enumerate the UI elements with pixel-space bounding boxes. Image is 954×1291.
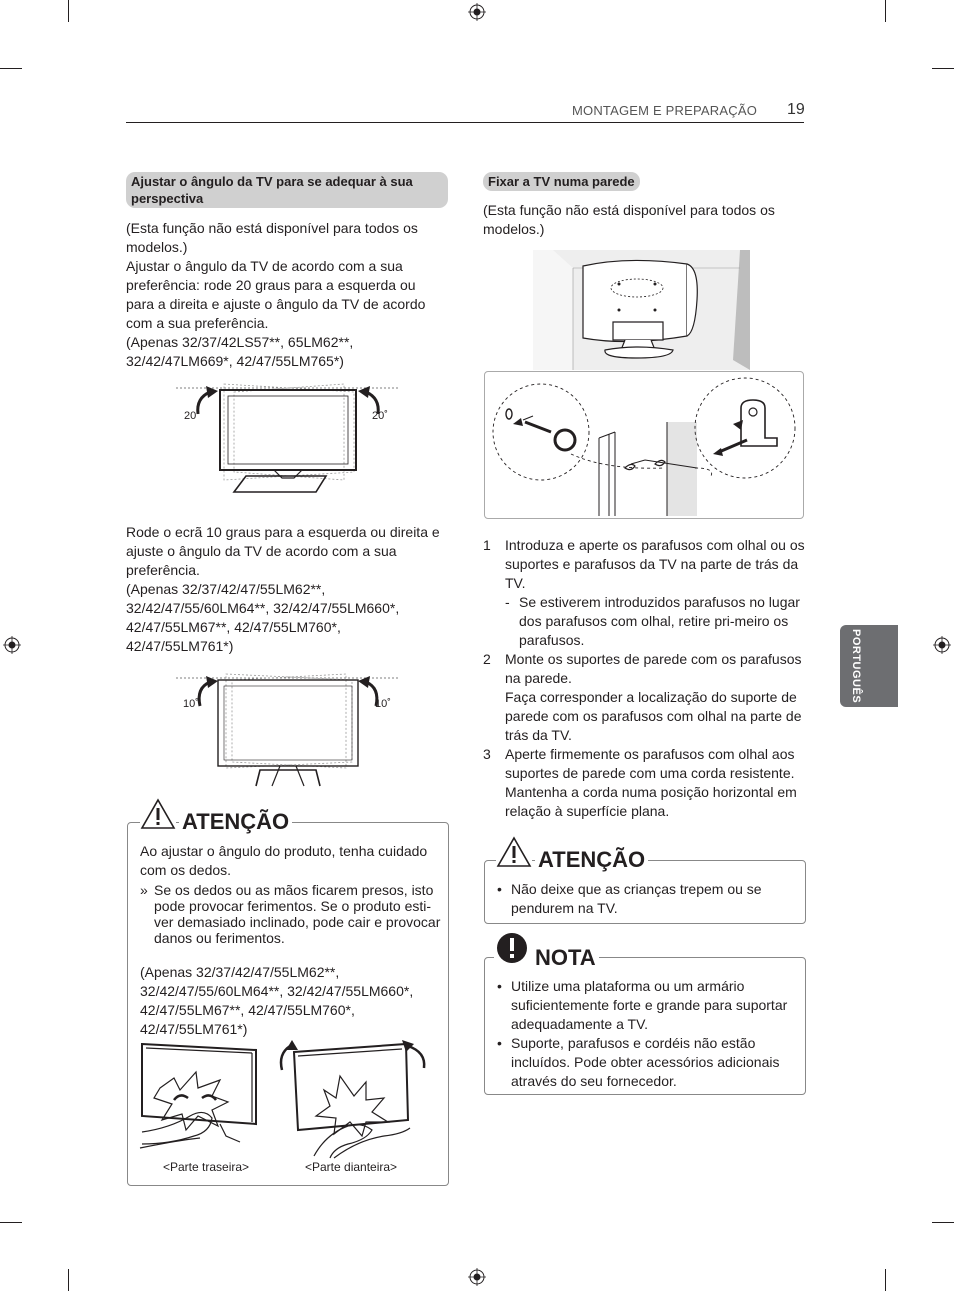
- bullet-text: Se os dedos ou as mãos ficarem presos, isto pode provocar ferimentos. Se o produto esti-ver demasiado inclinado, pode cair e provocar danos ou ferimentos.: [154, 882, 441, 946]
- note-body: [497, 977, 797, 1091]
- page-number: 19: [787, 101, 805, 118]
- caution-body: [140, 842, 446, 1039]
- caution-title: ATENÇÃO: [535, 847, 648, 873]
- section-header: MONTAGEM E PREPARAÇÃO: [572, 103, 758, 118]
- warning-triangle-icon: [496, 836, 532, 868]
- step-number: 3: [483, 746, 491, 762]
- step-text-main: Monte os suportes de parede com os parafusos na parede.: [505, 651, 802, 686]
- bullet-text: Não deixe que as crianças trepem ou se pendurem na TV.: [511, 881, 762, 916]
- rotate-10-text: [126, 523, 444, 656]
- eyebolt-bracket-illustration: [485, 372, 802, 517]
- step-text: Introduza e aperte os parafusos com olhal ou os suportes e parafusos da TV na parte de trás da TV.: [505, 537, 805, 591]
- crop-mark: [0, 1222, 22, 1223]
- registration-mark-icon: [3, 636, 21, 654]
- tv-swivel-20-illustration: [176, 376, 400, 496]
- angle-label-left: 10˚: [183, 698, 199, 710]
- bullet-marker: •: [497, 1035, 502, 1051]
- step-2: [483, 650, 805, 745]
- step-1-sub: [483, 593, 805, 650]
- caution-models: (Apenas 32/37/42/47/55LM62**, 32/42/47/55/60LM64**, 32/42/47/55LM660*, 42/47/55LM67**, 42/47/55LM760*, 42/47/55LM761*): [140, 964, 414, 1037]
- step-number: 1: [483, 537, 491, 553]
- bullet-marker: •: [497, 978, 502, 994]
- angle-label-right: 10˚: [375, 698, 391, 710]
- tv-back-wall-illustration: [533, 250, 750, 370]
- note-bullet: [497, 1034, 797, 1091]
- wall-intro-text: (Esta função não está disponível para todos os modelos.): [483, 202, 775, 237]
- caution-title: ATENÇÃO: [179, 809, 292, 835]
- registration-mark-icon: [933, 636, 951, 654]
- angle-label-left: 20˚: [184, 410, 200, 422]
- caution-text: Ao ajustar o ângulo do produto, tenha cuidado com os dedos.: [140, 843, 428, 878]
- section-title-wall: Fixar a TV numa parede: [483, 172, 640, 191]
- bullet-text: Utilize uma plataforma ou um armário suficientemente forte e grande para suportar adequadamente a TV.: [511, 978, 788, 1032]
- tv-swivel-10-illustration: [176, 664, 400, 786]
- section-title-angle: Ajustar o ângulo da TV para se adequar à sua perspectiva: [126, 172, 448, 208]
- rotate-10-line: Rode o ecrã 10 graus para a esquerda ou direita e ajuste o ângulo da TV de acordo com a sua preferência.: [126, 524, 440, 578]
- header-rule: [126, 122, 804, 123]
- crop-mark: [932, 1222, 954, 1223]
- step-text-extra: Faça corresponder a localização do suporte de parede com os parafusos com olhal na parte de trás da TV.: [505, 689, 802, 743]
- crop-mark: [68, 0, 69, 22]
- caption-rear: <Parte traseira>: [163, 1160, 250, 1174]
- angle-label-right: 20˚: [372, 410, 388, 422]
- exclamation-note-icon: [494, 932, 532, 966]
- intro-line: Ajustar o ângulo da TV de acordo com a sua preferência: rode 20 graus para a esquerda ou para a direita e ajuste o ângulo da TV de acordo com a sua preferência.: [126, 258, 426, 331]
- finger-pinch-illustration: [140, 1036, 432, 1158]
- crop-mark: [885, 0, 886, 22]
- sub-text: Se estiverem introduzidos parafusos no lugar dos parafusos com olhal, retire pri-meiro os parafusos.: [519, 594, 800, 648]
- wall-mount-steps: [483, 536, 805, 821]
- note-title: NOTA: [532, 945, 599, 971]
- step-text: Aperte firmemente os parafusos com olhal aos suportes de parede com uma corda resistente. Mantenha a corda numa posição horizontal em relação à superfície plana.: [505, 746, 797, 819]
- caption-front: <Parte dianteira>: [305, 1160, 398, 1174]
- intro-line: (Apenas 32/37/42LS57**, 65LM62**, 32/42/47LM669*, 42/47/55LM765*): [126, 334, 354, 369]
- intro-line: (Esta função não está disponível para todos os modelos.): [126, 220, 418, 255]
- language-tab-label: PORTUGUÊS: [850, 628, 862, 704]
- crop-mark: [68, 1269, 69, 1291]
- crop-mark: [0, 68, 22, 69]
- bullet-marker: »: [140, 882, 148, 898]
- caution-body-right: [497, 880, 797, 918]
- caution-bullet: [140, 882, 446, 946]
- sub-marker: -: [505, 594, 510, 610]
- bullet-marker: •: [497, 881, 502, 897]
- step-number: 2: [483, 651, 491, 667]
- step-text: [505, 650, 805, 745]
- registration-mark-icon: [468, 3, 486, 21]
- crop-mark: [932, 68, 954, 69]
- bullet-text: Suporte, parafusos e cordéis não estão incluídos. Pode obter acessórios adicionais através do seu fornecedor.: [511, 1035, 780, 1089]
- language-tab: [840, 625, 898, 707]
- caution-bullet: [497, 880, 797, 918]
- registration-mark-icon: [468, 1268, 486, 1286]
- rotate-10-line: (Apenas 32/37/42/47/55LM62**, 32/42/47/55/60LM64**, 32/42/47/55LM660*, 42/47/55LM67**, 42/47/55LM760*, 42/47/55LM761*): [126, 581, 400, 654]
- step-1: [483, 536, 805, 593]
- warning-triangle-icon: [140, 798, 176, 830]
- angle-intro-text: [126, 219, 444, 371]
- step-3: [483, 745, 805, 821]
- note-bullet: [497, 977, 797, 1034]
- crop-mark: [885, 1269, 886, 1291]
